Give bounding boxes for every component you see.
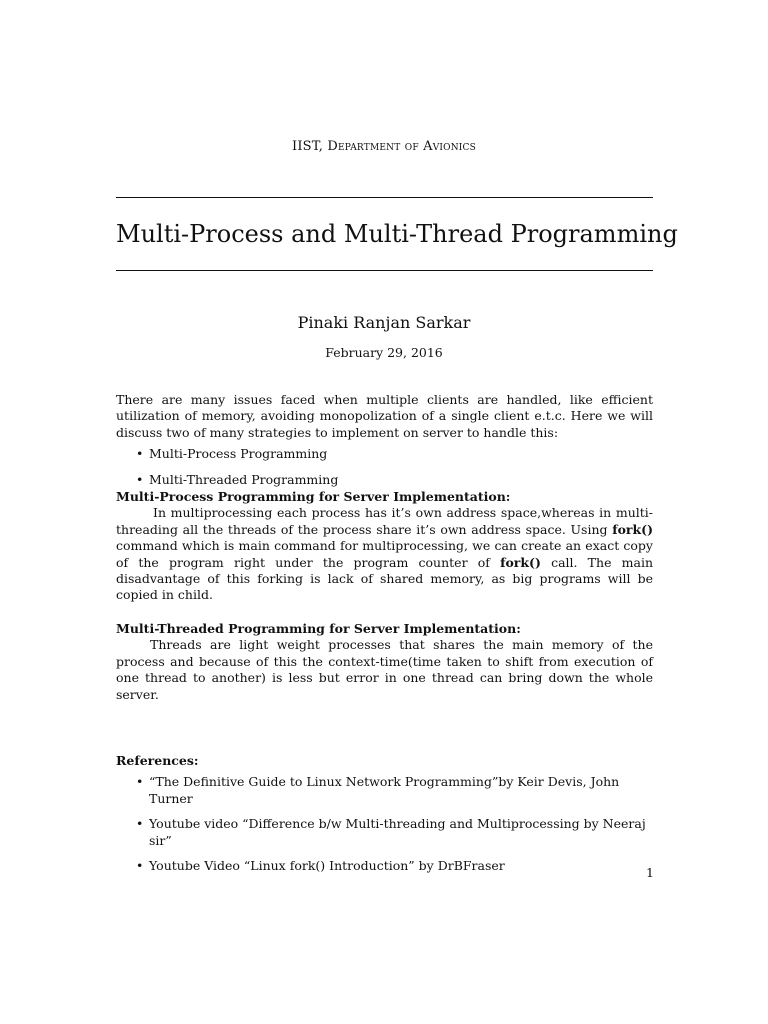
- inline-code: fork(): [500, 554, 541, 570]
- title-rule-top: [116, 197, 653, 198]
- section-heading-multithread: Multi-Threaded Programming for Server Implementation:: [116, 620, 521, 636]
- bullet-icon: •: [136, 774, 144, 790]
- para-text: In multiprocessing each process has it’s own address space,whereas in multi-threading all the threads of the process share it’s own address space. Using: [116, 505, 653, 537]
- reference-text: “The Definitive Guide to Linux Network Programming”by Keir Devis, John Turner: [149, 774, 620, 806]
- references-list: [116, 774, 653, 874]
- paper-title: Multi-Process and Multi-Thread Programming: [116, 220, 678, 248]
- reference-text: Youtube video “Difference b/w Multi-threading and Multiprocessing by Neeraj sir”: [149, 816, 646, 848]
- reference-item: [136, 774, 653, 807]
- bullet-icon: •: [136, 857, 144, 873]
- reference-item: [136, 858, 653, 874]
- running-header: [0, 139, 768, 154]
- document-body: [116, 392, 653, 874]
- author-name: Pinaki Ranjan Sarkar: [297, 313, 471, 332]
- list-item-text: Multi-Process Programming: [149, 446, 328, 462]
- header-department: Department of Avionics: [327, 139, 477, 154]
- inline-code: fork(): [612, 521, 653, 537]
- section-heading-multiprocess: Multi-Process Programming for Server Implementation:: [116, 489, 511, 505]
- list-item-text: Multi-Threaded Programming: [149, 471, 339, 487]
- reference-item: [136, 816, 653, 849]
- references-heading: References:: [116, 752, 199, 768]
- section-paragraph-multithread: Threads are light weight processes that shares the main memory of the process and because of this the context-time(time taken to shift from execution of one thread to another) is less but error in one thread can bring down the whole server.: [116, 637, 653, 702]
- para-text: call. The main disadvantage of this forking is lack of shared memory, as big programs will be copied in child.: [116, 554, 654, 603]
- bullet-icon: •: [136, 446, 144, 462]
- bullet-icon: •: [136, 471, 144, 487]
- intro-paragraph: There are many issues faced when multiple clients are handled, like efficient utilization of memory, avoiding monopolization of a single client e.t.c. Here we will discuss two of many strategies to implement on server to handle this:: [116, 392, 653, 440]
- page-number: 1: [646, 865, 654, 880]
- strategy-list: [116, 446, 653, 488]
- publication-date: February 29, 2016: [325, 345, 443, 360]
- list-item: [136, 446, 653, 462]
- header-institute: IIST,: [291, 139, 324, 154]
- reference-text: Youtube Video “Linux fork() Introduction” by DrBFraser: [149, 857, 505, 873]
- section-paragraph-multiprocess: [116, 505, 653, 603]
- bullet-icon: •: [136, 816, 144, 832]
- title-rule-bottom: [116, 270, 653, 271]
- para-text: command which is main command for multiprocessing, we can create an exact copy of the program right under the program counter of: [116, 538, 653, 570]
- list-item: [136, 472, 653, 488]
